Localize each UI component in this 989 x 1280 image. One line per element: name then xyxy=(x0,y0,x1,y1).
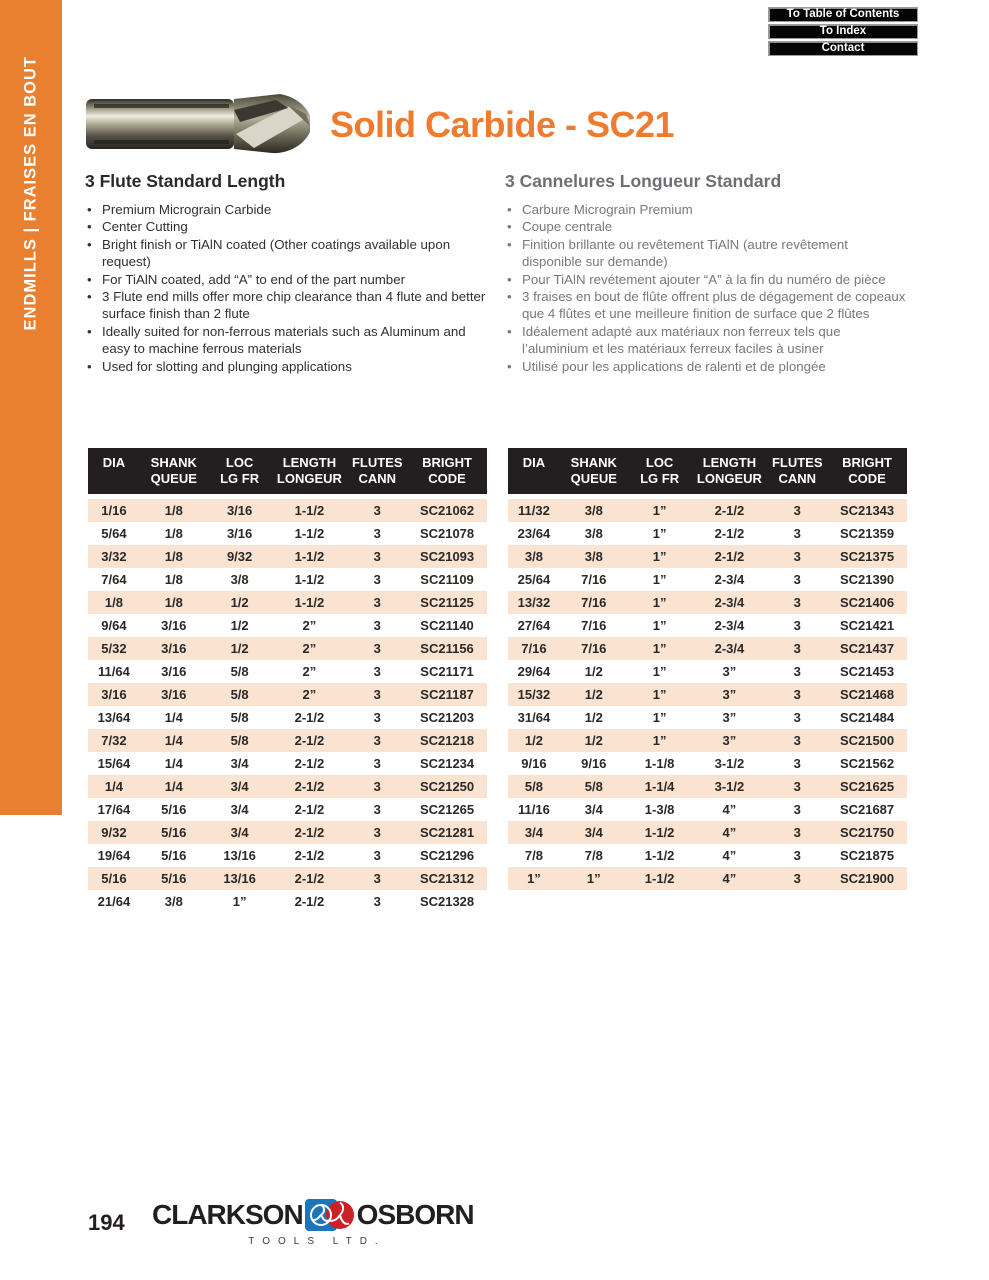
brand-clarkson: CLARKSON xyxy=(152,1199,303,1230)
table-cell: 3/8 xyxy=(164,894,183,909)
table-cell: 3/4 xyxy=(230,825,249,840)
table-row xyxy=(88,844,487,867)
table-cell: 3 xyxy=(793,641,801,656)
table-cell: 3/16 xyxy=(226,503,253,518)
table-cell: SC21109 xyxy=(420,572,474,587)
table-cell: 2-1/2 xyxy=(294,894,325,909)
table-cell: 3” xyxy=(722,664,737,679)
brand-subtitle: TOOLS LTD. xyxy=(248,1236,386,1247)
table-cell: SC21468 xyxy=(839,687,895,702)
table-cell: 5/16 xyxy=(161,848,187,863)
table-cell: 1” xyxy=(527,871,541,886)
table-row xyxy=(88,890,487,913)
table-cell: SC21328 xyxy=(419,894,475,909)
table-cell: 1-1/2 xyxy=(294,526,325,541)
bullet-list-english xyxy=(85,201,489,375)
table-row xyxy=(508,844,907,867)
bullet-list-french xyxy=(505,201,909,375)
table-cell: 9/16 xyxy=(581,756,607,771)
table-cell: 1” xyxy=(652,503,667,518)
table-cell: SC21234 xyxy=(419,756,475,771)
table-cell: 3 xyxy=(373,871,381,886)
contact-button[interactable]: Contact xyxy=(768,41,918,56)
page-title: Solid Carbide - SC21 xyxy=(330,104,675,145)
bullet-item: • Idéalement adapté aux matériaux non ferreux tels que l’aluminium et les matériaux ferreux faciles à usiner xyxy=(505,323,909,358)
table-row xyxy=(88,752,487,775)
table-cell: 3 xyxy=(793,825,801,840)
table-column-header: LENGTH LONGEUR xyxy=(276,455,342,486)
table-cell: 1-1/2 xyxy=(294,595,325,610)
table-row xyxy=(88,568,487,591)
table-cell: 13/64 xyxy=(97,710,131,725)
table-cell: 3/4 xyxy=(230,756,249,771)
table-row xyxy=(508,821,907,844)
table-cell: 3 xyxy=(793,710,801,725)
table-cell: 2-1/2 xyxy=(294,825,325,840)
table-cell: 25/64 xyxy=(517,572,551,587)
table-cell: 4” xyxy=(722,825,737,840)
table-cell: 3 xyxy=(373,549,381,564)
table-cell: 5/64 xyxy=(101,526,127,541)
bullet-item: • Premium Micrograin Carbide xyxy=(85,201,489,218)
table-cell: 21/64 xyxy=(97,894,131,909)
table-cell: 3/16 xyxy=(161,664,187,679)
bullet-item: • Coupe centrale xyxy=(505,218,909,235)
table-cell: 29/64 xyxy=(517,664,551,679)
table-cell: 1/2 xyxy=(524,733,543,748)
table-cell: 3/4 xyxy=(584,825,603,840)
table-row xyxy=(88,798,487,821)
table-cell: 9/16 xyxy=(521,756,547,771)
table-row xyxy=(508,775,907,798)
table-column-header: BRIGHT CODE xyxy=(842,455,892,486)
size-table-left xyxy=(88,448,487,913)
table-cell: SC21625 xyxy=(839,779,895,794)
table-cell: 1-1/2 xyxy=(294,572,325,587)
table-column-header: DIA xyxy=(522,455,546,470)
table-cell: 5/8 xyxy=(230,687,249,702)
table-cell: 9/64 xyxy=(101,618,127,633)
table-cell: 1/8 xyxy=(164,526,183,541)
table-cell: 2-1/2 xyxy=(294,802,325,817)
table-column-header: BRIGHT CODE xyxy=(422,455,472,486)
table-cell: 3 xyxy=(793,687,801,702)
bullet-item: • Ideally suited for non-ferrous materials such as Aluminum and easy to machine ferrous materials xyxy=(85,323,489,358)
table-cell: 3 xyxy=(373,733,381,748)
table-cell: 9/32 xyxy=(101,825,127,840)
table-cell: SC21562 xyxy=(839,756,895,771)
table-cell: 2-1/2 xyxy=(294,733,325,748)
table-row xyxy=(508,499,907,522)
table-cell: 3/4 xyxy=(584,802,603,817)
table-row xyxy=(88,821,487,844)
table-cell: 3 xyxy=(793,733,801,748)
table-column-header: SHANK QUEUE xyxy=(150,455,197,486)
table-cell: 13/16 xyxy=(223,871,256,886)
table-cell: 1” xyxy=(652,664,667,679)
table-cell: 2” xyxy=(302,618,317,633)
table-cell: 3” xyxy=(722,733,737,748)
table-cell: 3 xyxy=(373,825,381,840)
table-cell: 1/4 xyxy=(164,733,183,748)
table-cell: 3/16 xyxy=(161,687,187,702)
table-body xyxy=(508,499,907,890)
table-row xyxy=(88,499,487,522)
table-cell: 3/4 xyxy=(230,802,249,817)
table-cell: 7/8 xyxy=(524,848,543,863)
table-row xyxy=(508,522,907,545)
to-index-button[interactable]: To Index xyxy=(768,24,918,39)
table-cell: 1/8 xyxy=(164,572,183,587)
table-row xyxy=(508,568,907,591)
table-cell: SC21218 xyxy=(419,733,475,748)
section-heading-french: 3 Cannelures Longueur Standard xyxy=(505,171,782,191)
table-cell: 17/64 xyxy=(97,802,131,817)
table-cell: 3 xyxy=(793,503,801,518)
table-column-header: LOC LG FR xyxy=(640,455,680,486)
table-row xyxy=(88,683,487,706)
table-cell: 1/2 xyxy=(230,595,249,610)
table-cell: 1/4 xyxy=(164,779,183,794)
table-cell: 3 xyxy=(373,779,381,794)
table-cell: 3 xyxy=(793,779,801,794)
table-cell: 2” xyxy=(302,641,317,656)
table-cell: 3/16 xyxy=(226,526,253,541)
table-column-header: SHANK QUEUE xyxy=(570,455,617,486)
table-cell: 2-1/2 xyxy=(714,526,745,541)
table-cell: 1-1/2 xyxy=(294,549,325,564)
table-header xyxy=(88,448,487,494)
table-cell: 1/16 xyxy=(101,503,127,518)
table-cell: 1” xyxy=(652,549,667,564)
table-cell: SC21453 xyxy=(839,664,895,679)
table-cell: SC21750 xyxy=(839,825,895,840)
table-cell: 3/4 xyxy=(524,825,543,840)
section-heading-english: 3 Flute Standard Length xyxy=(85,171,286,191)
table-cell: SC21078 xyxy=(419,526,475,541)
table-row xyxy=(508,798,907,821)
sidebar-section-tab xyxy=(0,0,62,815)
table-cell: 3 xyxy=(793,572,801,587)
table-cell: 3-1/2 xyxy=(714,756,745,771)
table-row xyxy=(88,614,487,637)
table-cell: 11/32 xyxy=(518,503,550,518)
table-cell: 3 xyxy=(373,848,381,863)
table-cell: 5/16 xyxy=(161,825,187,840)
table-cell: 1” xyxy=(232,894,247,909)
table-cell: 3/8 xyxy=(584,549,603,564)
table-row xyxy=(88,522,487,545)
table-row xyxy=(508,660,907,683)
table-cell: 1-1/8 xyxy=(644,756,675,771)
table-cell: 1/8 xyxy=(164,503,183,518)
table-cell: SC21343 xyxy=(839,503,895,518)
table-row xyxy=(88,867,487,890)
table-cell: 27/64 xyxy=(517,618,551,633)
table-cell: 2-3/4 xyxy=(714,572,745,587)
table-cell: 3 xyxy=(793,526,801,541)
table-cell: SC21312 xyxy=(419,871,475,886)
table-cell: 5/8 xyxy=(584,779,603,794)
table-cell: 1/8 xyxy=(164,549,183,564)
table-body xyxy=(88,499,487,913)
table-cell: SC21140 xyxy=(420,618,474,633)
table-cell: 3/8 xyxy=(230,572,249,587)
table-cell: 3 xyxy=(373,710,381,725)
table-cell: 1” xyxy=(586,871,601,886)
table-cell: 3/16 xyxy=(161,641,187,656)
table-cell: 31/64 xyxy=(517,710,551,725)
milling-cutter-logo-icon xyxy=(304,1197,356,1233)
table-cell: 3/4 xyxy=(230,779,249,794)
table-cell: 3 xyxy=(373,802,381,817)
to-table-of-contents-button[interactable]: To Table of Contents xyxy=(768,7,918,22)
table-cell: 2-1/2 xyxy=(714,549,745,564)
table-row xyxy=(508,752,907,775)
table-cell: 13/32 xyxy=(517,595,551,610)
table-cell: 3” xyxy=(722,710,737,725)
table-cell: SC21375 xyxy=(839,549,895,564)
bullet-item: • Utilisé pour les applications de ralenti et de plongée xyxy=(505,358,909,375)
table-cell: 3/16 xyxy=(161,618,187,633)
table-cell: 2-1/2 xyxy=(294,756,325,771)
table-cell: 15/64 xyxy=(97,756,131,771)
table-cell: 2-1/2 xyxy=(294,871,325,886)
page-number: 194 xyxy=(88,1210,125,1235)
table-cell: 1-1/2 xyxy=(294,503,325,518)
brand-logo xyxy=(152,1197,474,1233)
table-cell: SC21406 xyxy=(839,595,895,610)
bullet-item: • Pour TiAlN revétement ajouter “A” à la fin du numéro de pièce xyxy=(505,271,909,288)
size-table-right xyxy=(508,448,907,890)
table-column-header: LENGTH LONGEUR xyxy=(696,455,762,486)
table-column-header: LOC LG FR xyxy=(220,455,260,486)
bullet-item: • Used for slotting and plunging applications xyxy=(85,358,489,375)
table-cell: 3 xyxy=(793,549,801,564)
table-cell: 3-1/2 xyxy=(714,779,745,794)
table-cell: 11/16 xyxy=(518,802,550,817)
table-cell: 3 xyxy=(373,503,381,518)
table-row xyxy=(508,637,907,660)
table-cell: 1/4 xyxy=(164,710,183,725)
table-cell: 23/64 xyxy=(517,526,551,541)
table-cell: 1” xyxy=(652,687,667,702)
table-cell: SC21093 xyxy=(419,549,475,564)
table-cell: 3 xyxy=(373,572,381,587)
table-cell: 3 xyxy=(793,871,801,886)
endmill-photo xyxy=(84,90,312,158)
table-cell: SC21203 xyxy=(419,710,475,725)
table-cell: 5/16 xyxy=(161,802,187,817)
table-cell: 3 xyxy=(373,687,381,702)
sidebar-label: ENDMILLS | FRAISES EN BOUT xyxy=(21,56,40,331)
table-cell: 1/2 xyxy=(584,687,603,702)
table-row xyxy=(508,614,907,637)
table-cell: SC21900 xyxy=(839,871,895,886)
bullet-item: • 3 Flute end mills offer more chip clearance than 4 flute and better surface finish than 2 flute xyxy=(85,288,489,323)
bullet-item: • Bright finish or TiAlN coated (Other coatings available upon request) xyxy=(85,236,489,271)
table-cell: 2-1/2 xyxy=(294,779,325,794)
table-row xyxy=(508,729,907,752)
table-cell: 3 xyxy=(793,848,801,863)
table-cell: 4” xyxy=(722,871,737,886)
table-row xyxy=(508,706,907,729)
table-cell: SC21156 xyxy=(420,641,474,656)
table-row xyxy=(88,591,487,614)
table-cell: 2-3/4 xyxy=(714,641,745,656)
bullet-item: • For TiAlN coated, add “A” to end of the part number xyxy=(85,271,489,288)
table-cell: 9/32 xyxy=(226,549,253,564)
table-cell: 7/16 xyxy=(581,572,607,587)
bullet-item: • Center Cutting xyxy=(85,218,489,235)
table-cell: 4” xyxy=(722,848,737,863)
table-cell: 3/8 xyxy=(524,549,543,564)
table-cell: 19/64 xyxy=(97,848,131,863)
table-cell: 7/32 xyxy=(101,733,127,748)
table-cell: 1-3/8 xyxy=(644,802,675,817)
bullet-item: • Carbure Micrograin Premium xyxy=(505,201,909,218)
table-cell: 7/8 xyxy=(584,848,603,863)
table-row xyxy=(88,545,487,568)
table-cell: 5/16 xyxy=(101,871,127,886)
table-cell: SC21437 xyxy=(839,641,895,656)
table-row xyxy=(508,591,907,614)
table-cell: 3/8 xyxy=(584,526,603,541)
table-cell: 2” xyxy=(302,664,317,679)
table-cell: 3/32 xyxy=(101,549,127,564)
table-cell: 1” xyxy=(652,572,667,587)
table-cell: SC21265 xyxy=(419,802,475,817)
table-cell: 1/8 xyxy=(164,595,183,610)
table-row xyxy=(88,660,487,683)
table-cell: 2-3/4 xyxy=(714,618,745,633)
table-cell: 3 xyxy=(373,756,381,771)
table-column-header: FLUTES CANN xyxy=(351,455,403,486)
table-cell: 7/16 xyxy=(581,641,607,656)
table-cell: 1” xyxy=(652,733,667,748)
brand-osborn: OSBORN xyxy=(356,1199,474,1230)
table-cell: 3 xyxy=(373,664,381,679)
table-cell: SC21500 xyxy=(839,733,895,748)
table-cell: SC21484 xyxy=(839,710,895,725)
table-column-header: DIA xyxy=(102,455,126,470)
table-cell: 2-1/2 xyxy=(294,710,325,725)
table-row xyxy=(88,729,487,752)
table-row xyxy=(88,637,487,660)
table-cell: 1” xyxy=(652,641,667,656)
table-cell: 3 xyxy=(373,526,381,541)
table-cell: 2” xyxy=(302,687,317,702)
table-cell: SC21421 xyxy=(839,618,895,633)
table-cell: 1” xyxy=(652,595,667,610)
table-cell: 5/8 xyxy=(230,664,249,679)
table-row xyxy=(508,867,907,890)
table-cell: 3/16 xyxy=(101,687,127,702)
table-cell: 5/8 xyxy=(230,710,249,725)
table-cell: SC21359 xyxy=(839,526,895,541)
table-cell: 3 xyxy=(793,756,801,771)
table-cell: 5/8 xyxy=(230,733,249,748)
table-cell: SC21281 xyxy=(419,825,475,840)
table-cell: 7/16 xyxy=(581,618,607,633)
table-cell: 1/2 xyxy=(584,733,603,748)
table-row xyxy=(88,775,487,798)
table-cell: 5/8 xyxy=(524,779,543,794)
table-cell: 1” xyxy=(652,526,667,541)
table-cell: 1” xyxy=(652,618,667,633)
nav-buttons xyxy=(768,7,918,58)
table-cell: 1/4 xyxy=(164,756,183,771)
table-cell: 3” xyxy=(722,687,737,702)
table-cell: 2-3/4 xyxy=(714,595,745,610)
table-cell: 1-1/4 xyxy=(644,779,675,794)
table-cell: 3 xyxy=(373,618,381,633)
table-cell: 1-1/2 xyxy=(644,848,675,863)
table-header xyxy=(508,448,907,494)
table-cell: 1/2 xyxy=(584,664,603,679)
table-cell: 7/16 xyxy=(581,595,607,610)
table-cell: 7/64 xyxy=(101,572,127,587)
table-cell: 3 xyxy=(793,802,801,817)
table-cell: SC21875 xyxy=(839,848,895,863)
table-cell: 5/16 xyxy=(161,871,187,886)
table-cell: 1/4 xyxy=(104,779,123,794)
table-cell: 1/2 xyxy=(584,710,603,725)
table-cell: 3/8 xyxy=(584,503,603,518)
table-cell: 7/16 xyxy=(521,641,547,656)
table-cell: 1/2 xyxy=(230,641,249,656)
table-row xyxy=(508,545,907,568)
table-cell: SC21062 xyxy=(419,503,475,518)
table-cell: 1-1/2 xyxy=(644,871,675,886)
table-cell: 3 xyxy=(793,595,801,610)
table-cell: 11/64 xyxy=(98,664,130,679)
table-cell: 3 xyxy=(793,664,801,679)
table-row xyxy=(88,706,487,729)
table-cell: SC21390 xyxy=(839,572,895,587)
table-cell: 15/32 xyxy=(517,687,551,702)
table-cell: SC21171 xyxy=(420,664,474,679)
table-cell: SC21250 xyxy=(419,779,475,794)
table-cell: SC21296 xyxy=(419,848,475,863)
table-cell: 2-1/2 xyxy=(714,503,745,518)
table-cell: 1/8 xyxy=(104,595,123,610)
table-cell: 1/2 xyxy=(230,618,249,633)
table-cell: 2-1/2 xyxy=(294,848,325,863)
table-cell: 1-1/2 xyxy=(644,825,675,840)
table-row xyxy=(508,683,907,706)
table-cell: 4” xyxy=(722,802,737,817)
table-cell: SC21687 xyxy=(839,802,895,817)
table-cell: 1” xyxy=(652,710,667,725)
table-column-header: FLUTES CANN xyxy=(771,455,823,486)
table-cell: 3 xyxy=(373,641,381,656)
table-cell: 3 xyxy=(373,894,381,909)
table-cell: 3 xyxy=(373,595,381,610)
table-cell: 5/32 xyxy=(101,641,127,656)
table-cell: SC21125 xyxy=(420,595,474,610)
table-cell: 13/16 xyxy=(223,848,256,863)
bullet-item: • Finition brillante ou revêtement TiAlN (autre revêtement disponible sur demande) xyxy=(505,236,909,271)
table-cell: SC21187 xyxy=(420,687,474,702)
bullet-item: • 3 fraises en bout de flûte offrent plus de dégagement de copeaux que 4 flûtes et une meilleure finition de surface que 2 flûtes xyxy=(505,288,909,323)
table-cell: 3 xyxy=(793,618,801,633)
